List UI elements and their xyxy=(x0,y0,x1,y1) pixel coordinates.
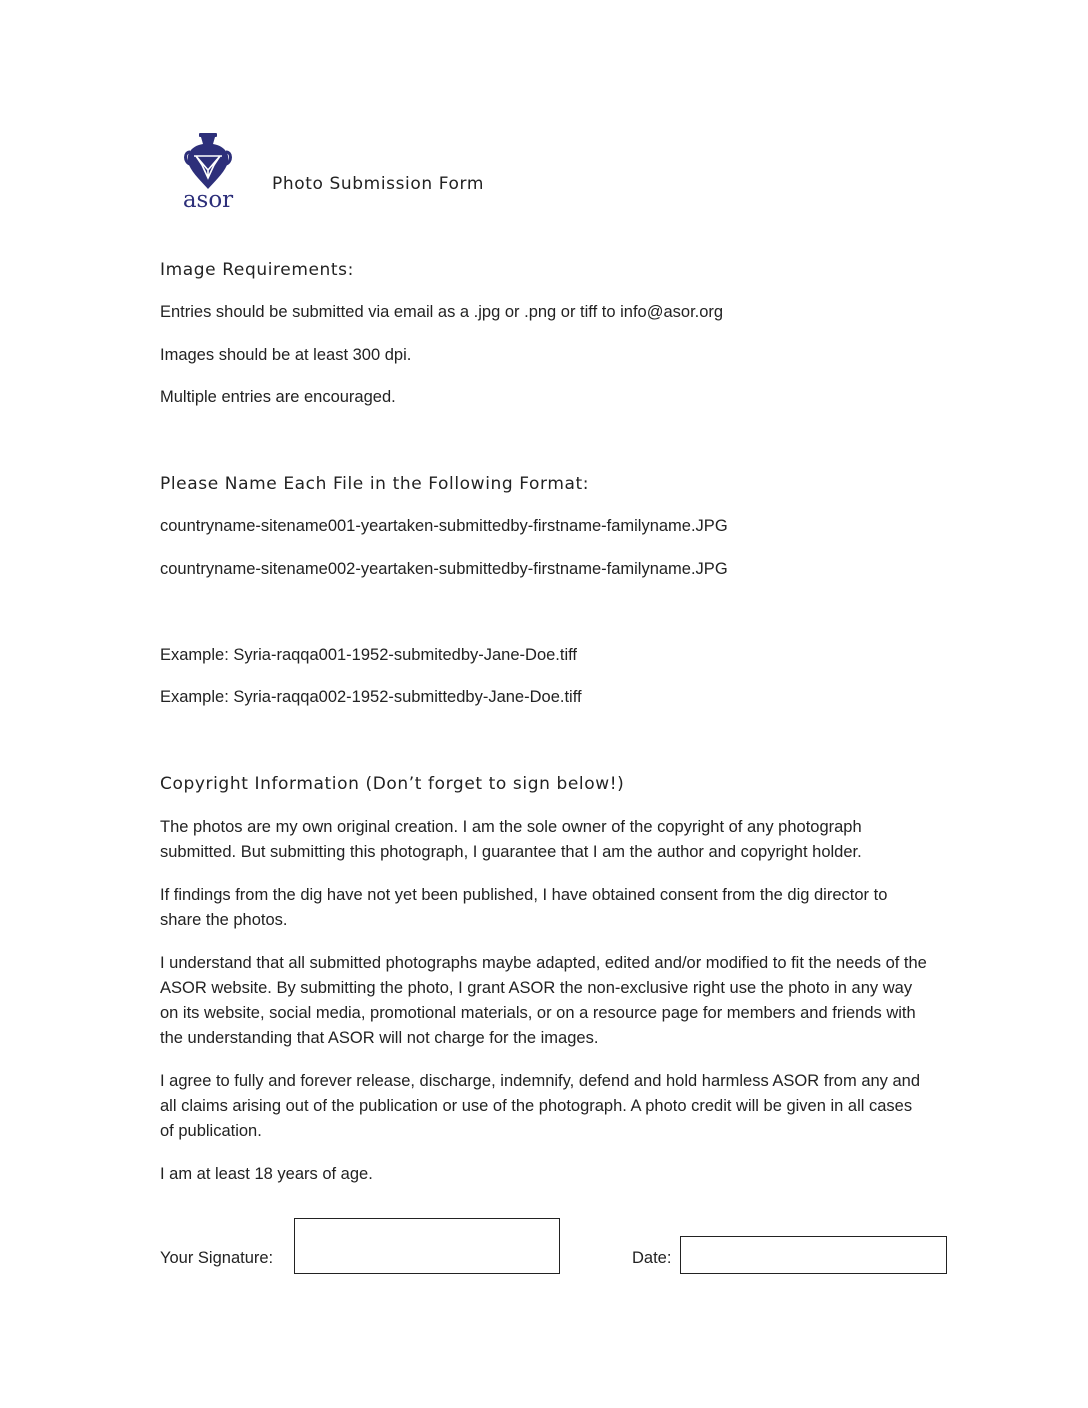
copyright-paragraph: If findings from the dig have not yet been published, I have obtained consent from the dig director to share the photos. xyxy=(160,886,888,929)
copyright-paragraph: I am at least 18 years of age. xyxy=(160,1165,373,1183)
naming-heading: Please Name Each File in the Following Format: xyxy=(160,474,590,494)
asor-logo xyxy=(176,132,240,216)
copyright-heading: Copyright Information (Don’t forget to sign below!) xyxy=(160,774,625,794)
image-requirements-heading: Image Requirements: xyxy=(160,260,354,280)
requirement-line: Images should be at least 300 dpi. xyxy=(160,346,412,364)
requirement-line: Entries should be submitted via email as a .jpg or .png or tiff to info@asor.org xyxy=(160,303,724,321)
signature-label: Your Signature: xyxy=(160,1249,274,1267)
format-line: countryname-sitename001-yeartaken-submittedby-firstname-familyname.JPG xyxy=(160,517,728,535)
date-label: Date: xyxy=(632,1249,672,1267)
example-line: Example: Syria-raqqa001-1952-submitedby-Jane-Doe.tiff xyxy=(160,646,577,664)
vessel-icon xyxy=(176,132,240,192)
logo-wordmark: asor xyxy=(182,187,234,213)
form-title: Photo Submission Form xyxy=(272,174,484,194)
format-line: countryname-sitename002-yeartaken-submittedby-firstname-familyname.JPG xyxy=(160,560,728,578)
signature-field[interactable] xyxy=(294,1218,560,1274)
copyright-paragraph: I agree to fully and forever release, discharge, indemnify, defend and hold harmless ASOR from any and all claims arising out of the publication or use of the photograph. A photo credit will be given in all cases of publication. xyxy=(160,1072,921,1140)
example-line: Example: Syria-raqqa002-1952-submittedby-Jane-Doe.tiff xyxy=(160,688,582,706)
date-field[interactable] xyxy=(680,1236,947,1274)
copyright-paragraph: The photos are my own original creation. I am the sole owner of the copyright of any photograph submitted. But submitting this photograph, I guarantee that I am the author and copyright holder. xyxy=(160,818,862,861)
copyright-paragraph: I understand that all submitted photographs maybe adapted, edited and/or modified to fit the needs of the ASOR website. By submitting the photo, I grant ASOR the non-exclusive right use the photo in any way on its website, social media, promotional materials, or on a resource page for members and friends with the understanding that ASOR will not charge for the images. xyxy=(160,954,927,1047)
requirement-line: Multiple entries are encouraged. xyxy=(160,388,396,406)
